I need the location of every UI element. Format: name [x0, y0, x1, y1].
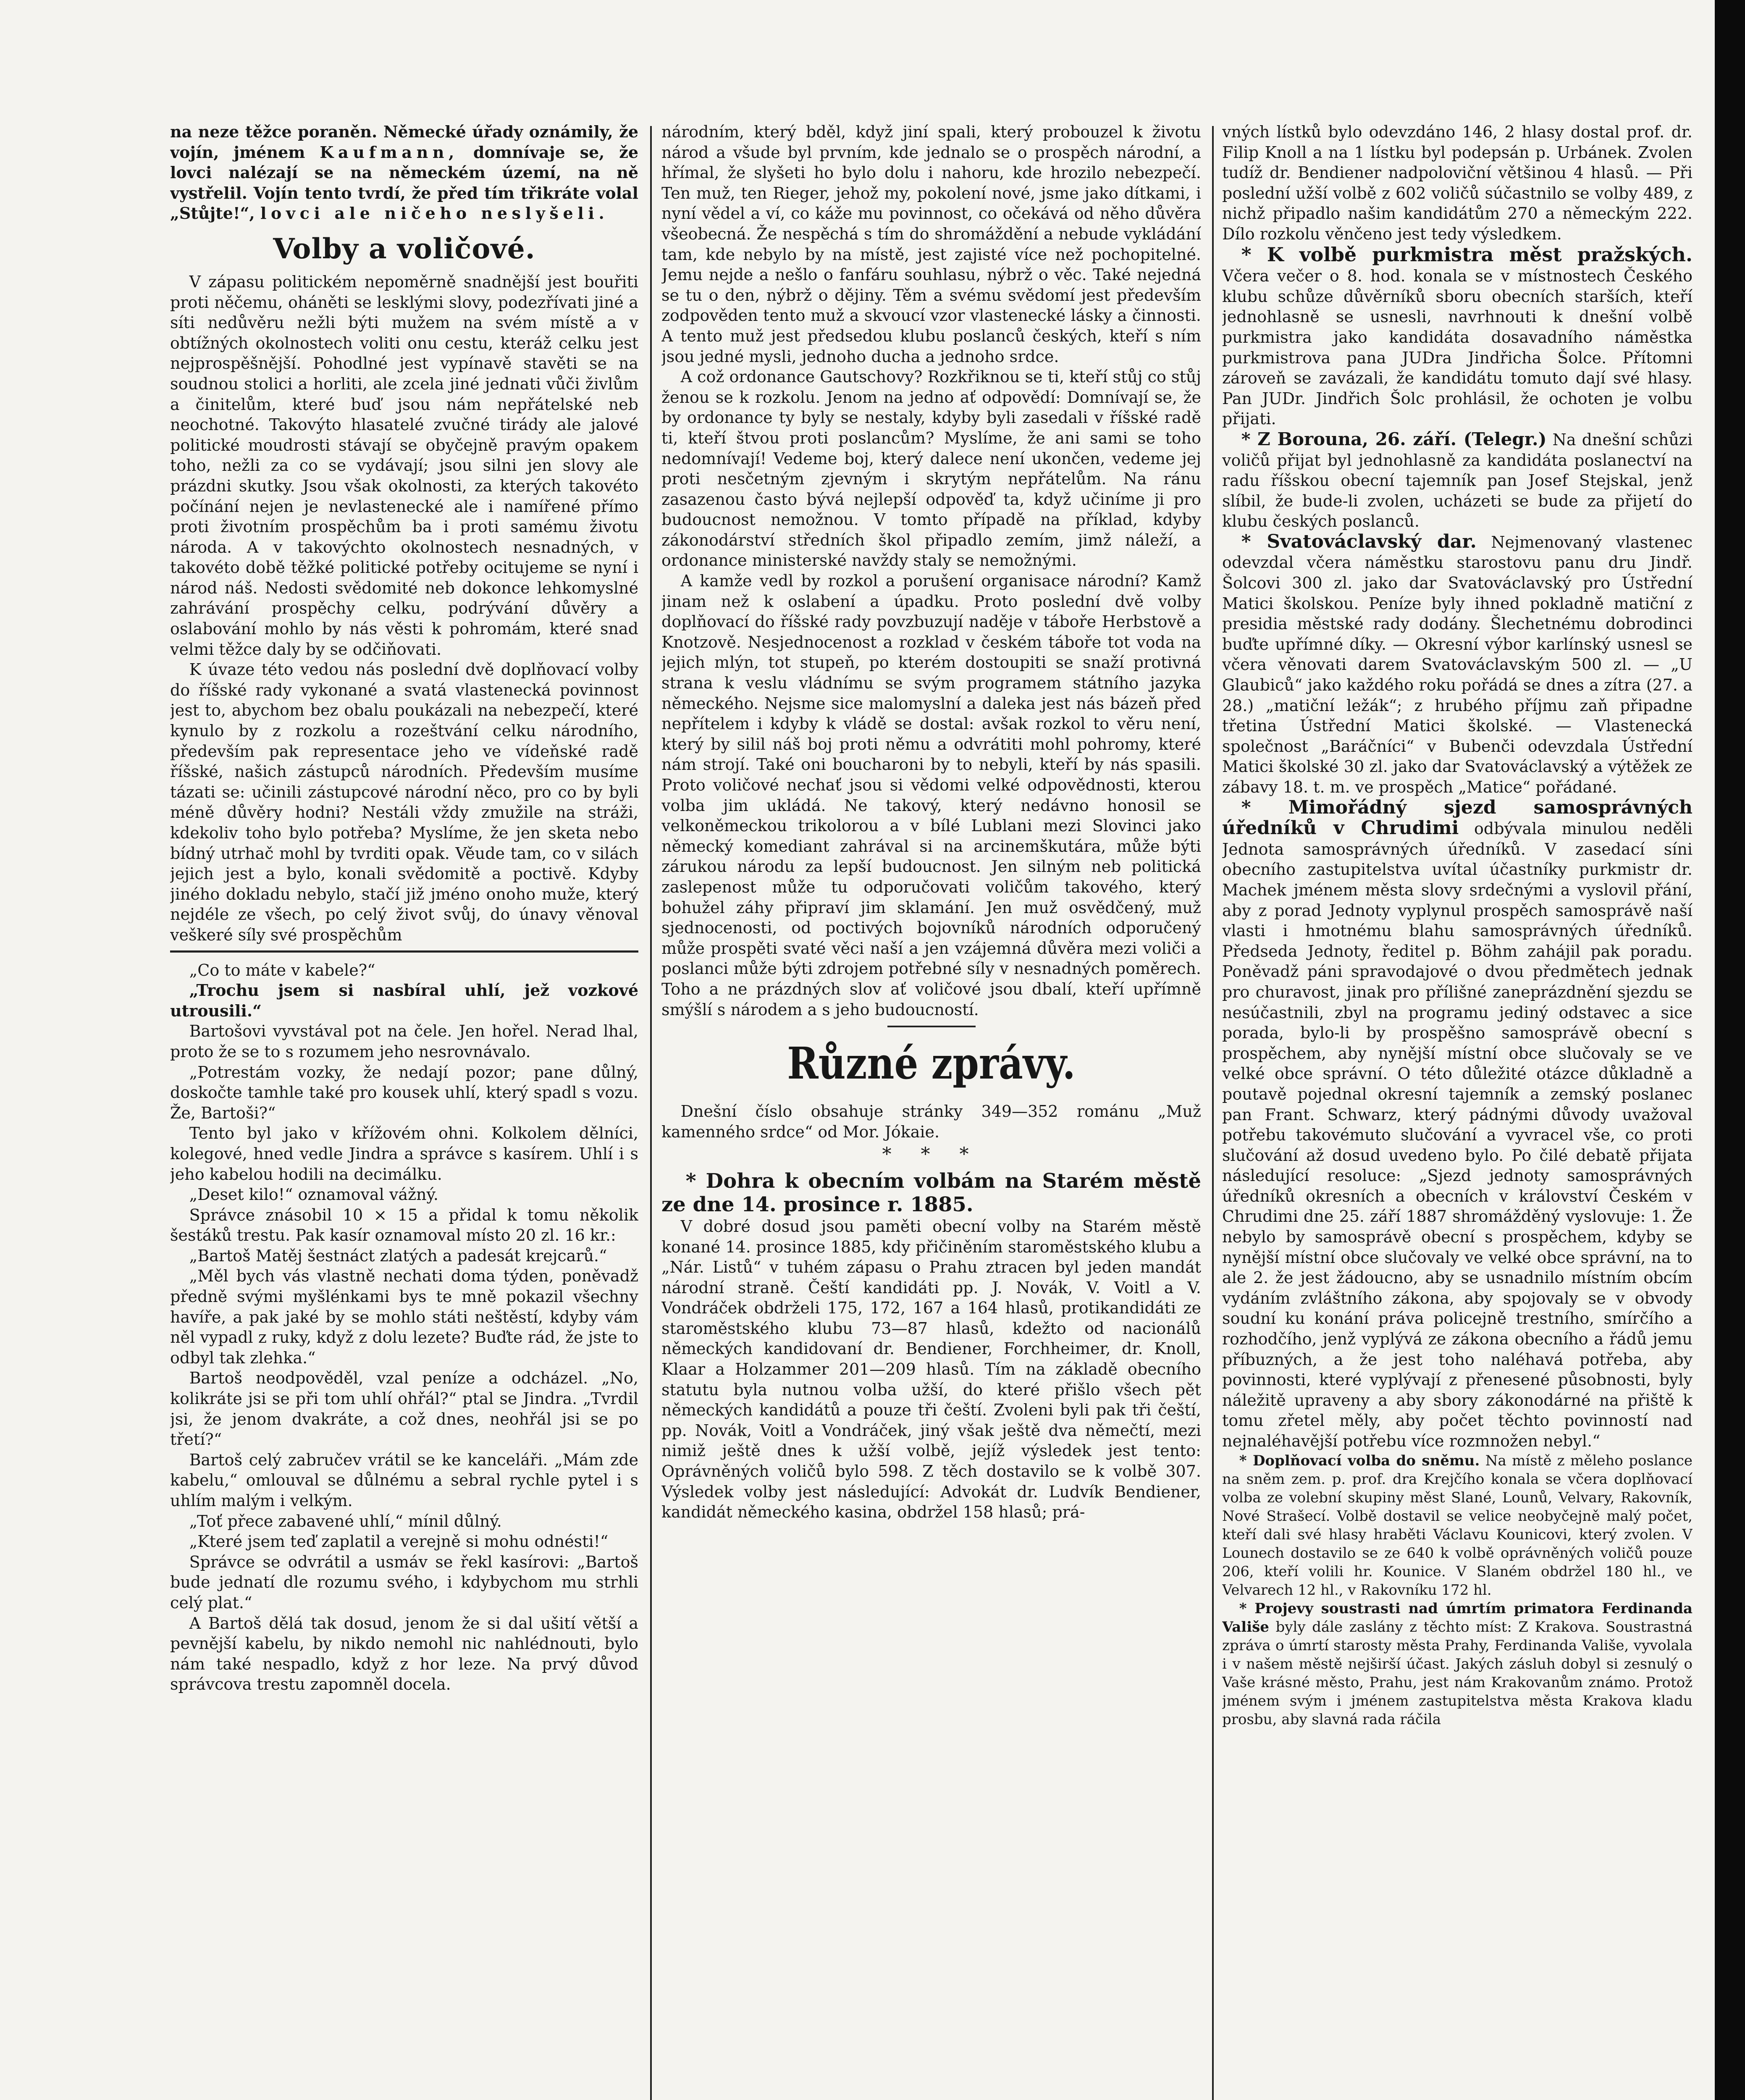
news-headline: * Z Borouna, 26. září. (Telegr.)	[1241, 428, 1547, 449]
news-item	[1222, 798, 1693, 1452]
paragraph: národním, který bděl, když jiní spali, který probouzel k životu národ a všude byl prvním, kde jednalo se o prospěch národní, a hřímal, že slyšeti ho bylo dolu i nahoru, kde hrozilo nebezpečí. Ten muž, ten Rieger, jehož my, pokolení nové, jsme jako dítkami, i nyní vědel a ví, co káže mu povinnost, co očekává od něho důvěra všeobecná. Že nespěchá s tím do shromáždění a nebude vykládání tam, kde nebylo by na místě, jest zajisté více než pochopitelné. Jemu nejde a nešlo o fanfáru souhlasu, nýbrž o věc. Také nejedná se tu o den, nýbrž o dějiny. Těm a svému svědomí jest především zodpověden tento muž a skvoucí vzor vlastenecké lásky a činnosti. A tento muž jest předsedou klubu poslanců českých, kteří s ním jsou jedné mysli, jednoho ducha a jednoho srdce.	[661, 123, 1201, 366]
story-paragraph: „Které jsem teď zaplatil a verejně si mohu odnésti!“	[189, 1532, 609, 1551]
paragraph: K úvaze této vedou nás poslední dvě doplňovací volby do říšské rady vykonané a svatá vlastenecká povinnost jest to, abychom bez obalu poukázali na nebezpečí, které kynulo by z rozkolu a rozeštvání celku národního, především pak representace jeho ve vídeňské radě říšské, našich zástupců národních. Především musíme tázati se: učinili zástupcové národní něco, pro co by byli méně důvěry hodni? Nestáli vždy zmužile na stráži, kdekoliv toho bylo potřeba? Myslíme, že jen sketa nebo bídný utrhač mohl by tvrditi opak. Věude tam, co v silách jejich jest a bylo, konali svědomitě a poctivě. Kdyby jiného dokladu nebylo, stačí již jméno onoho muže, který nejdéle ze všech, po celý život svůj, do únavy věnoval veškeré síly své prospěchům	[170, 660, 638, 944]
story-paragraph: „Potrestám vozky, že nedají pozor; pane důlný, doskočte tamhle také pro kousek uhlí, který spadl s vozu. Že, Bartoši?“	[170, 1063, 638, 1122]
text-run: lovci ale ničeho neslyšeli.	[260, 204, 609, 223]
news-headline: * Projevy soustrasti nad úmrtím primatora Ferdinanda Vališe	[1222, 1600, 1693, 1635]
news-item	[1222, 1452, 1693, 1599]
text-run: na neze těžce poraněn. Německé úřady oznámily, že vojín, jménem	[170, 122, 638, 162]
column-1	[170, 122, 638, 2100]
news-item	[1222, 244, 1693, 429]
paragraph: vných lístků bylo odevzdáno 146, 2 hlasy dostal prof. dr. Filip Knoll a na 1 lístku byl podepsán p. Urbánek. Zvolen tudíž dr. Bendiener nadpoloviční většinou 4 hlasů. — Při poslední užší volbě z 602 voličů súčastnilo se volby 489, z nichž připadlo našim kandidátům 270 a německým 222. Dílo rozkolu věnčeno jest tedy výsledkem.	[1222, 123, 1693, 243]
story-paragraph: Tento byl jako v křížovém ohni. Kolkolem dělníci, kolegové, hned vedle Jindra a správce s kasírem. Uhlí i s jeho kabelou hodili na decimálku.	[170, 1124, 638, 1184]
story-paragraph: „Toť přece zabavené uhlí,“ mínil důlný.	[189, 1512, 502, 1530]
column-rule-1	[650, 126, 652, 2100]
column-2	[661, 122, 1201, 2100]
article-fragment	[170, 122, 638, 224]
news-item	[1222, 1599, 1693, 1729]
divider	[887, 1026, 976, 1027]
column-3	[1222, 122, 1693, 2100]
news-headline: * Dohra k obecním volbám na Starém městě ze dne 14. prosince r. 1885.	[661, 1169, 1201, 1216]
news-item	[1222, 429, 1693, 532]
story-paragraph: „Deset kilo!“ oznamoval vážný.	[189, 1185, 438, 1204]
paragraph: A kamže vedl by rozkol a porušení organisace národní? Kamž jinam než k oslabení a úpadku. Proto poslední dvě volby doplňovací do říšské rady povzbuzují naděje v táboře Herbstově a Knotzově. Nesjednocenost a rozklad v českém táboře tot voda na jejich mlýn, tot stupeň, po kterém dostoupiti se snaží protivná strana k veslu vládnímu se svým programem státního jazyka německého. Nejsme sice malomyslní a daleka jest nás bázeň před nepřítelem i kdyby k vládě se dostal: avšak rozkol to věru není, který by silil náš boj proti němu a odvrátiti mohl pohromy, které nám strojí. Také oni boucharoni by to nebyli, kteří by nás spasili. Proto voličové nechať jsou si vědomi velké odpovědnosti, kterou volba jim ukládá. Ne takový, který nedávno honosil se velkoněmeckou trikolorou a v bílé Lublani mezi Slovinci jako německý komediant zahrával si na arcinemškutára, může býti zárukou národu za lepší budoucnost. Jen silným neb politická zaslepenost může tu odporučovati voličům takového, který bohužel záhy připraví jim sklamání. Jen muž osvědčený, muž sjednocenosti, od poctivých bojovníků národních odporučený může prospěti svaté věci naší a jen vzájemná důvěra mezi voliči a poslanci může býti zdrojem potřebné síly v nesnadných poměrech. Toho a ne prázdných slov ať voličové jsou dbalí, kteří upřímně smýšlí s národem a s jeho budoucností.	[661, 572, 1201, 1019]
story-paragraph: „Měl bych vás vlastně nechati doma týden, poněvadž předně svými myšlénkami bys te mně pokazil všechny havíře, a pak jaké by se mohlo státi neštěstí, kdyby vám něl vypadl z ruky, když z dolu lezete? Buďte rád, že jste to odbyl tak zlehka.“	[170, 1267, 638, 1367]
news-text: Na dnešní schůzi voličů přijat byl jednohlasně za kandidáta poslanectví na radu říšskou obecní tajemník pan Josef Stejskal, jenž slíbil, že bude-li zvolen, ucházeti se bude za přijetí do klubu českých poslanců.	[1222, 430, 1693, 531]
news-text: odbývala minulou neděli Jednota samosprávných úředníků. V zasedací síni obecního zastupitelstva uvítal účastníky purkmistr dr. Machek jménem města slovy srdečnými a vyslovil přání, aby z porad Jednoty vyplynul prospěch samosprávě naší vlasti i hmotnému blahu samosprávných úředníků. Předseda Jednoty, ředitel p. Böhm zahájil pak poradu. Poněvadž páni spravodajové o dvou předmětech jednak pro churavost, jinak pro přílišné zaneprázdnění sjezdu se nesúčastnili, zbyl na programu jediný odstavec a sice porada, bylo-li by prospěšno samosprávě obecní s prospěchem, aby nynější místní obce slučovaly se ve velké obce správní. O této důležité otázce důkladně a poutavě pojednal okresní tajemník a zemský poslanec pan Frant. Schwarz, který pádnými důvody uvažoval potřebu takovémuto slučování a vyvracel vše, co proti slučování až dosud uvedeno bylo. Po čilé debatě přijata následující resoluce: „Sjezd jednoty samosprávných úředníků okresních a obecních v království Českém v Chrudimi dne 25. září 1887 shromážděný vyslovuje: 1. Že nebylo by samosprávě obecní s prospěchem, kdyby se nynější místní obce slučovaly ve velké obce správní, na to ale 2. že jest žádoucno, aby se usnadnilo místním obcím vydáním zvláštního zákona, aby spojovaly se v obvody soudní ku konání práva policejně trestního, smírčího a rozhodčího, jenž vyplývá ze zákona obecního a řádů jemu příbuzných, a že jest toho naléhavá potřeba, aby povinnosti, které vyplývají z přenesené působnosti, byly náležitě upraveny a aby sbory zákonodárné na přiště k tomu zřetel měly, aby počet těchto povinností nad nejnaléhavější potřebu více rozmnožen nebyl.“	[1222, 819, 1693, 1450]
section-title: Volby a voličové.	[273, 232, 535, 265]
story-paragraph: „Bartoš Matěj šestnáct zlatých a padesát krejcarů.“	[189, 1246, 607, 1265]
paragraph: V zápasu politickém nepoměrně snadnější jest bouřiti proti něčemu, oháněti se lesklými slovy, podezřívati jiné a síti nedůvěru nežli býti mužem na svém místě a v obtížných okolnostech voliti onu cestu, kteráž celku jest nejprospěšnější. Pohodlné jest vypínavě stavěti se na soudnou stolici a horliti, ale zcela jiné jednati vůči živlům a činitelům, které buď jsou nám nepřátelské neb neochotné. Takovýto hlasatelé zvučné tirády ale jalové politické moudrosti stávají se obyčejně pravým opakem toho, nežli za co se vydávají; jsou silni jen slovy ale prázdni skutky. Jsou však okolnosti, za kterých takovéto počínání nejen je nevlastenecké ale i namířené přímo proti životním prospěchům ba i proti samému životu národa. A v takovýchto okolnostech nesnadných, v takovéto době těžké politické potřeby ocitujeme se nyní i národ náš. Nedosti svědomité neb dokonce lehkomyslné zahrávání prospěchy celku, podrývání důvěry a oslabování mohlo by nás věsti k pohromám, které snad velmi těžce daly by se odčiňovati.	[170, 272, 638, 659]
story-paragraph: Správce znásobil 10 × 15 a přidal k tomu několik šestáků trestu. Pak kasír oznamoval místo 20 zl. 16 kr.:	[170, 1205, 638, 1245]
news-text: Na místě z měleho poslance na sněm zem. p. prof. dra Krejčího konala se včera doplňovací volba ze volební skupiny měst Slané, Lounů, Velvary, Rakovník, Nové Strašecí. Volbě dostavil se velice neobyčejně malý počet, kteří dali své hlasy hraběti Václavu Kounicovi, který zvolen. V Lounech dostavilo se ze 640 k volbě oprávněných voličů pouze 206, kteří volili hr. Kounice. V Slaném obdržel 180 hl., ve Velvarech 12 hl., v Rakovníku 172 hl.	[1222, 1452, 1693, 1599]
column-rule-2	[1212, 126, 1214, 2100]
story-paragraph: Bartoš celý zabručev vrátil se ke kanceláři. „Mám zde kabelu,“ omlouval se důlnému a sebral rychle pytel i s uhlím malým i velkým.	[170, 1450, 638, 1510]
news-text: byly dále zaslány z těchto míst: Z Krakova. Soustrastná zpráva o úmrtí starosty města Prahy, Ferdinanda Vališe, vyvolala i v našem městě nejširší účast. Jakých zásluh dobyl si zesnulý o Vaše krásné město, Prahu, jest nám Krakovanům známo. Protož jménem svým i jménem zastupitelstva města Krakova kladu prosbu, aby slavná rada ráčila	[1222, 1618, 1693, 1728]
section-title: Různé zprávy.	[787, 1037, 1076, 1089]
text-run: domnívaje se, že lovci nalézají se na německém území, na ně vystřelil. Vojín tento tvrdí, že před tím třikráte volal „Stůjte!“,	[170, 142, 638, 223]
story-paragraph: A Bartoš dělá tak dosud, jenom že si dal ušití větší a pevnější kabelu, by nikdo nemohl nic nahlédnouti, bylo nám také nespadlo, když z hor leze. Na prvý důvod správcova trestu zapomněl docela.	[170, 1614, 638, 1694]
news-headline: * Doplňovací volba do sněmu.	[1239, 1452, 1480, 1469]
news-headline: * Mimořádný sjezd samosprávných úředníků v Chrudimi	[1222, 796, 1693, 839]
news-headline: * K volbě purkmistra měst pražských.	[1241, 243, 1693, 266]
scan-edge	[1715, 0, 1745, 2100]
name-run: Kaufmann,	[320, 142, 459, 162]
news-item	[1222, 532, 1693, 798]
story-paragraph: Správce se odvrátil a usmáv se řekl kasírovi: „Bartoš bude jednatí dle rozumu svého, i kdybychom mu strhli celý plat.“	[170, 1552, 638, 1612]
paragraph: A což ordonance Gautschovy? Rozkřiknou se ti, kteří stůj co stůj ženou se k rozkolu. Jenom na jedno ať odpovědí: Domnívají se, že by ordonance ty byly se nestaly, kdyby byli zasedali v říšské radě ti, kteří štvou proti poslancům? Myslíme, že ani sami se toho nedomnívají! Vedeme boj, který dalece není ukončen, vedeme jej proti nesčetným zjevným i skrytým nepřátelům. Na ránu zasazenou často bývá nejlepší odpověď ta, když učiníme ji pro budoucnost nemožnou. V tomto případě na příklad, kdyby zákonodárství středních škol připadlo zemím, jimž náleží, a ordonance ministerské navždy staly se nemožnými.	[661, 368, 1201, 570]
story-paragraph: „Co to máte v kabele?“	[189, 961, 375, 979]
notice-paragraph: Dnešní číslo obsahuje stránky 349—352 románu „Muž kamenného srdce“ od Mor. Jókaie.	[661, 1102, 1201, 1141]
news-headline: * Svatováclavský dar.	[1241, 530, 1477, 552]
news-text: Nejmenovaný vlastenec odevzdal včera náměstku starostovu panu dru Jindř. Šolcovi 300 zl. jako dar Svatováclavský pro Ústřední Matici školskou. Peníze byly ihned pokladně matiční z presidia městské rady dodány. Šlechetnému dobrodinci buďte upřímné díky. — Okresní výbor karlínský usnesl se včera věnovati darem Svatováclavským 500 zl. — „U Glaubiců“ jako každého roku pořádá se dnes a zítra (27. a 28.) „matiční ležák“; z hrubého příjmu zaň připadne třetina Ústřední Matici školské. — Vlastenecká společnost „Baráčníci“ v Bubenči odevzdala Ústřední Matici školské 30 zl. jako dar Svatováclavský a výtěžek ze zábavy 18. t. m. ve prospěch „Matice“ pořádané.	[1222, 533, 1693, 796]
story-paragraph: „Trochu jsem si nasbíral uhlí, jež vozkové utrousili.“	[170, 981, 638, 1020]
news-text: Včera večer o 8. hod. konala se v místnostech Českého klubu schůze důvěrníků sboru obecních starších, kteří jednohlasně se usnesli, navrhnouti k dnešní volbě purkmistra jako kandidáta dosavadního náměstka purkmistrova pana JUDra Jindřicha Šolce. Přítomni zároveň se zavázali, že kandidátu tomuto dají své hlasy. Pan JUDr. Jindřich Šolc prohlásil, že ochoten je volbu přijati.	[1222, 267, 1693, 428]
story-paragraph: Bartošovi vyvstával pot na čele. Jen hořel. Nerad lhal, proto že se to s rozumem jeho nesrovnávalo.	[170, 1022, 638, 1061]
asterism: * * *	[882, 1144, 981, 1166]
divider	[170, 950, 638, 953]
story-paragraph: Bartoš neodpověděl, vzal peníze a odcházel. „No, kolikráte jsi se při tom uhlí ohřál?“ ptal se Jindra. „Tvrdil jsi, že jenom dvakráte, a což dnes, neohřál jsi se po třetí?“	[170, 1369, 638, 1449]
news-paragraph: V dobré dosud jsou paměti obecní volby na Starém městě konané 14. prosince 1885, kdy přičiněním staroměstského klubu a „Nár. Listů“ v tuhém zápasu o Prahu ztracen byl jeden mandát národní straně. Čeští kandidáti pp. J. Novák, V. Voitl a V. Vondráček obdrželi 175, 172, 167 a 164 hlasů, protikandidáti ze staroměstského klubu 73—87 hlasů, kdežto od nacionálů německých kandidovaní dr. Bendiener, Forchheimer, dr. Knoll, Klaar a Holzammer 201—209 hlasů. Tím na základě obecního statutu byla nutnou volba užší, do které přišlo všech pět německých kandidátů a pouze tři čeští. Zvoleni byli pak tři čeští, pp. Novák, Voitl a Vondráček, jiný však ještě dva němečtí, mezi nimiž ještě dnes k užší volbě, jejíž výsledek jest tento: Oprávněných voličů bylo 598. Z těch dostavilo se k volbě 307. Výsledek volby jest následující: Advokát dr. Ludvík Bendiener, kandidát německého kasina, obdržel 158 hlasů; prá-	[661, 1217, 1201, 1522]
